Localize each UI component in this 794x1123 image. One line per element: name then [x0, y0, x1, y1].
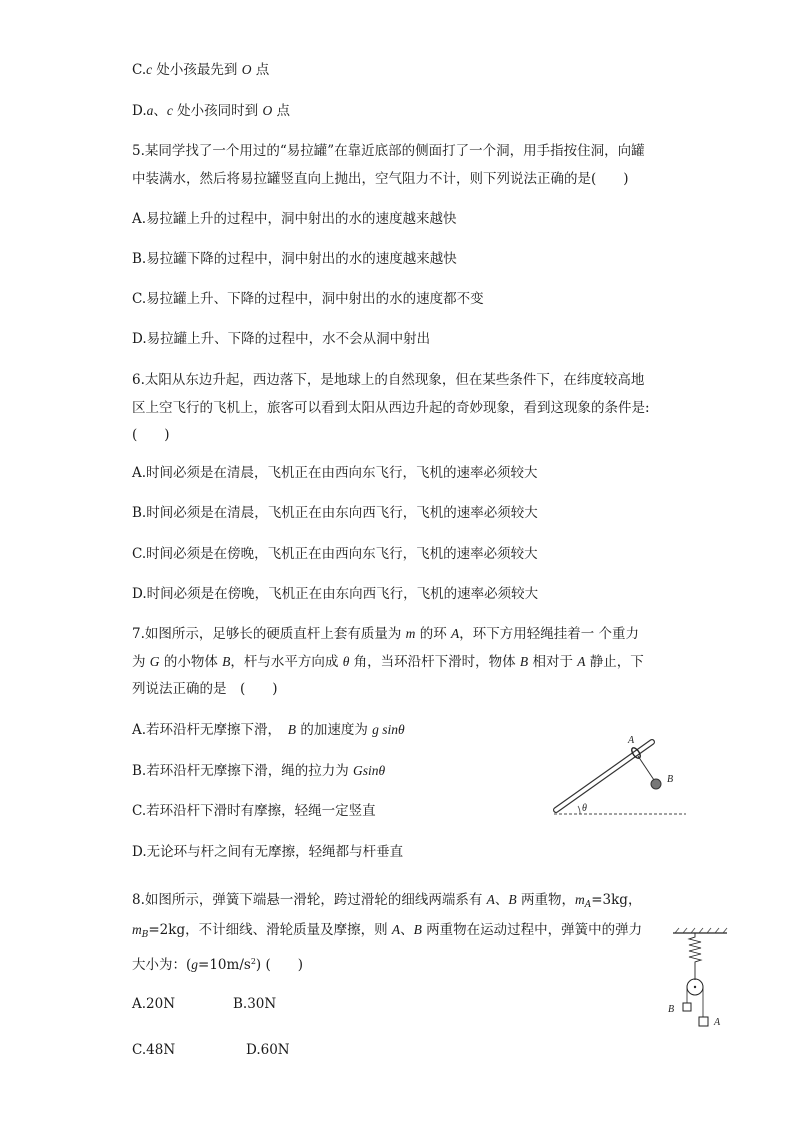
q5-option-d: D.易拉罐上升、下降的过程中，水不会从洞中射出 [132, 331, 431, 347]
theta-arc [578, 806, 580, 814]
ball-b [651, 779, 661, 789]
q8-stem-line-3: 大小为：$(g=10m/s^2)$ ( ) [132, 957, 303, 973]
q4-option-d: D.a、c 处小孩同时到 O 点 [132, 103, 291, 119]
q8-stem-line-2: $m_B=2kg$，不计细线、滑轮质量及摩擦，则 A、B 两重物在运动过程中，弹簧中的弹力 [132, 922, 643, 940]
q7-option-d: D.无论环与杆之间有无摩擦，轻绳都与杆垂直 [132, 844, 404, 860]
q8-pulley-figure [665, 925, 735, 1035]
q6-option-d: D.时间必须是在傍晚，飞机正在由东向西飞行，飞机的速率必须较大 [132, 586, 539, 602]
ring-a-label: A [628, 735, 635, 746]
q5-option-b: B.易拉罐下降的过程中，洞中射出的水的速度越来越快 [132, 251, 457, 267]
q7-incline-figure [550, 730, 690, 820]
ball-b-label: B [667, 774, 674, 785]
q5-stem-line-2: 中装满水，然后将易拉罐竖直向上抛出，空气阻力不计，则下列说法正确的是( ) [132, 171, 629, 187]
q6-stem-line-3: ( ) [132, 427, 170, 443]
q6-option-b: B.时间必须是在清晨，飞机正在由东向西飞行，飞机的速率必须较大 [132, 505, 538, 521]
q7-option-b: B.若环沿杆无摩擦下滑，绳的拉力为 Gsinθ [132, 763, 386, 779]
mass-b-label: B [668, 1004, 675, 1015]
rod [556, 742, 652, 810]
q8-option-b: B.30N [233, 996, 277, 1012]
q8-option-c: C.48N [132, 1042, 176, 1058]
mass-a [699, 1017, 708, 1026]
q8-option-a: A.20N [132, 996, 176, 1012]
q5-option-c: C.易拉罐上升、下降的过程中，洞中射出的水的速度都不变 [132, 291, 484, 307]
q7-stem-line-3: 列说法正确的是 ( ) [132, 681, 278, 697]
q7-stem-line-2: 为 G 的小物体 B，杆与水平方向成 θ 角，当环沿杆下滑时，物体 B 相对于 A 静止，下 [132, 654, 644, 670]
q7-option-a: A.若环沿杆无摩擦下滑， B 的加速度为 g sinθ [132, 722, 405, 738]
q6-stem-line-1: 6.太阳从东边升起，西边落下，是地球上的自然现象，但在某些条件下，在纬度较高地 [132, 372, 645, 388]
q8-stem-line-1: 8.如图所示，弹簧下端悬一滑轮，跨过滑轮的细线两端系有 A、B 两重物，$m_A=3kg$， [132, 892, 642, 910]
q8-option-d: D.60N [246, 1042, 290, 1058]
q7-option-c: C.若环沿杆下滑时有摩擦，轻绳一定竖直 [132, 803, 376, 819]
ceiling [673, 928, 727, 933]
q5-stem-line-1: 5.某同学找了一个用过的“易拉罐”在靠近底部的侧面打了一个洞，用手指按住洞，向罐 [132, 143, 645, 159]
mass-a-label: A [714, 1017, 721, 1028]
q7-stem-line-1: 7.如图所示，足够长的硬质直杆上套有质量为 m 的环 A，环下方用轻绳挂着一 个重力 [132, 626, 640, 642]
mass-b [683, 1003, 691, 1011]
q6-option-c: C.时间必须是在傍晚，飞机正在由西向东飞行，飞机的速率必须较大 [132, 546, 538, 562]
light-rope [638, 756, 654, 780]
spring [689, 933, 701, 967]
q4-option-c: C.c 处小孩最先到 O 点 [132, 62, 270, 78]
q5-option-a: A.易拉罐上升的过程中，洞中射出的水的速度越来越快 [132, 211, 457, 227]
pulley [687, 979, 703, 995]
q6-stem-line-2: 区上空飞行的飞机上，旅客可以看到太阳从西边升起的奇妙现象，看到这现象的条件是: [132, 400, 650, 416]
q6-option-a: A.时间必须是在清晨，飞机正在由西向东飞行，飞机的速率必须较大 [132, 465, 538, 481]
theta-label: θ [582, 803, 587, 814]
